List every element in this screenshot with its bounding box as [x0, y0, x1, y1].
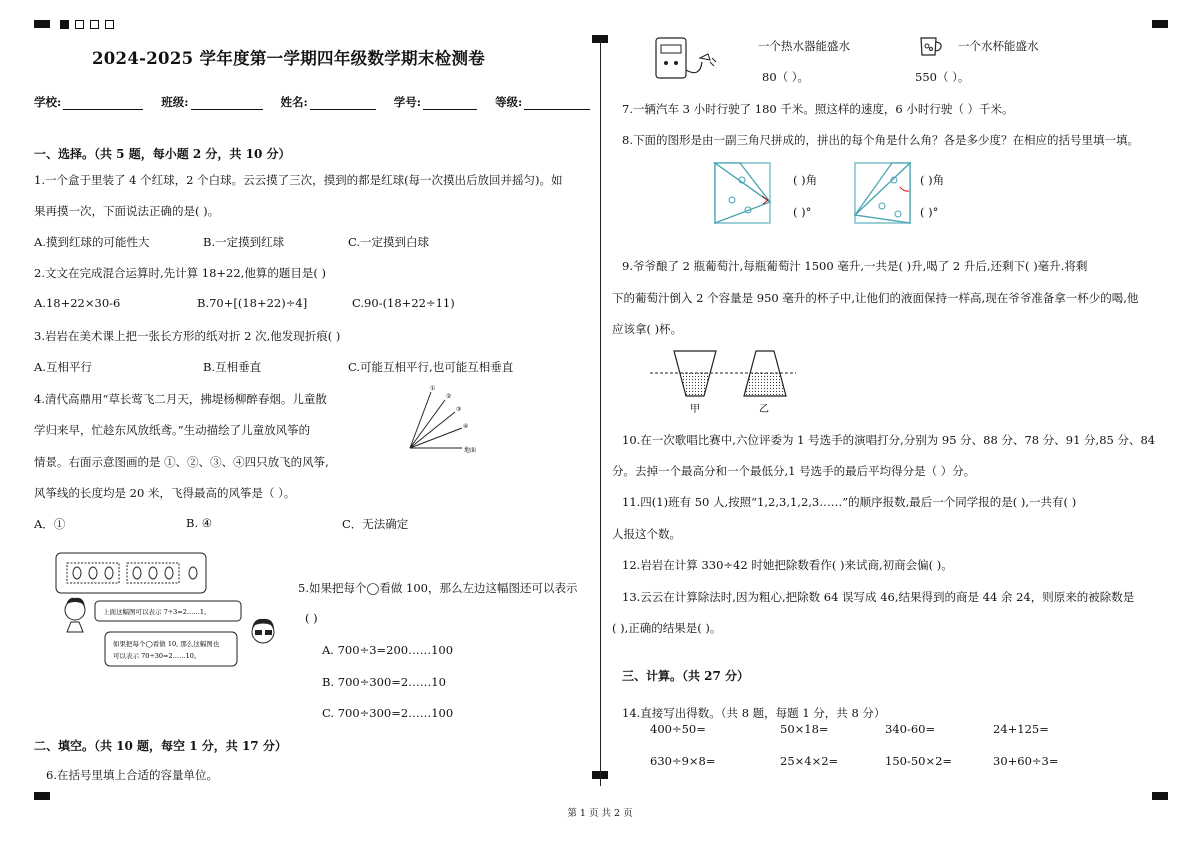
q1-option-b[interactable]: B.一定摸到红球	[203, 235, 285, 249]
q6a-label: 一个热水器能盛水	[758, 39, 850, 53]
cup-b-liquid	[744, 373, 786, 396]
cup-icon	[918, 34, 944, 58]
q1-option-c[interactable]: C.一定摸到白球	[348, 235, 430, 249]
kite-label-4: ④	[463, 423, 469, 430]
q5-line2: ( )	[305, 611, 318, 625]
calc-item[interactable]: 630÷9×8=	[650, 754, 716, 768]
calc-item[interactable]: 30+60÷3=	[993, 754, 1059, 768]
q11-line2: 人报这个数。	[612, 527, 681, 541]
q12-text: 12.岩岩在计算 330÷42 时她把除数看作( )来试商,初商会偏( )。	[622, 558, 953, 572]
q13-line2: ( ),正确的结果是( )。	[612, 621, 722, 635]
header-square-empty	[75, 20, 84, 29]
corner-mark-top-left	[34, 20, 50, 28]
info-label-id: 学号:	[393, 95, 422, 109]
q2-option-a[interactable]: A.18+22×30-6	[34, 296, 121, 310]
boy-glasses-icon	[265, 630, 272, 635]
circle-group-2	[127, 563, 179, 583]
q4-line2: 学归来早，忙趁东风放纸鸢。”生动描绘了儿童放风筝的	[34, 423, 311, 437]
ground-label: 地面	[464, 447, 477, 454]
q6b-label: 一个水杯能盛水	[958, 39, 1039, 53]
q1-line1: 1.一个盒于里装了 4 个红球，2 个白球。云云摸了三次，摸到的都是红球(每一次摸出后放回并摇匀)。如	[34, 173, 563, 187]
circle-mark	[133, 567, 141, 579]
girl-body-icon	[67, 622, 83, 632]
q8-blank-angle-degree-2[interactable]: ( )°	[920, 205, 939, 219]
q3-option-b[interactable]: B.互相垂直	[203, 360, 262, 374]
cup-a-label: 甲	[690, 404, 700, 415]
section-2-heading: 二、填空。（共 10 题，每空 1 分，共 17 分）	[34, 739, 287, 753]
triangle-ruler-figure-1	[712, 160, 774, 226]
circle-group-1	[67, 563, 119, 583]
q4-option-a[interactable]: A．①	[34, 517, 66, 531]
q11-line1: 11.四(1)班有 50 人,按照“1,2,3,1,2,3……”的顺序报数,最后一个同学报的是( ),一共有( )	[622, 495, 1077, 509]
cups-diagram	[646, 348, 796, 418]
circle-mark	[149, 567, 157, 579]
calc-item[interactable]: 150-50×2=	[885, 754, 953, 768]
triangle-ruler-figure-2	[852, 160, 914, 226]
q4-line1: 4.清代高鼎用“草长莺飞二月天，拂堤杨柳醉春烟。儿童散	[34, 392, 327, 406]
kite-label-3: ③	[456, 406, 462, 413]
q8-blank-angle-degree-1[interactable]: ( )°	[793, 205, 812, 219]
q6b-answer[interactable]: 550（ ）。	[915, 70, 970, 84]
q8-text: 8.下面的图形是由一副三角尺拼成的，拼出的每个角是什么角？各是多少度？在相应的括号里填一填。	[622, 133, 1139, 147]
q5-option-b[interactable]: B. 700÷300=2……10	[322, 675, 446, 689]
header-square-empty	[105, 20, 114, 29]
corner-mark-top-right	[1152, 20, 1168, 28]
q4-line4: 风筝线的长度均是 20 米，飞得最高的风筝是（ ）。	[34, 486, 296, 500]
q14-text: 14.直接写出得数。（共 8 题，每题 1 分，共 8 分）	[622, 706, 886, 720]
q2-option-b[interactable]: B.70+[(18+22)÷4]	[197, 296, 308, 310]
q5-option-c[interactable]: C. 700÷300=2……100	[322, 706, 454, 720]
q1-option-a[interactable]: A.摸到红球的可能性大	[34, 235, 150, 249]
q9-line2: 下的葡萄汁倒入 2 个容量是 950 毫升的杯子中,让他们的液面保持一样高,现在爷爷准备拿一杯少的喝,他	[612, 291, 1139, 305]
q5-line1: 5.如果把每个◯看做 100，那么左边这幅图还可以表示	[298, 581, 578, 595]
q7-text: 7.一辆汽车 3 小时行驶了 180 千米。照这样的速度，6 小时行驶（ ）千米。	[622, 102, 1014, 116]
q4-option-b[interactable]: B. ④	[186, 516, 213, 530]
calc-item[interactable]: 24+125=	[993, 722, 1049, 736]
speech-bubble-2-text-line1: 如果把每个◯看做 10, 那么这幅图也	[113, 640, 220, 648]
q3-option-a[interactable]: A.互相平行	[34, 360, 92, 374]
section-1-heading: 一、选择。（共 5 题，每小题 2 分，共 10 分）	[34, 147, 291, 161]
q1-line2: 果再摸一次，下面说法正确的是( )。	[34, 204, 220, 218]
header-square-filled	[60, 20, 69, 29]
info-label-class: 班级:	[161, 95, 189, 109]
q8-blank-angle-type-1[interactable]: ( )角	[793, 173, 818, 187]
name-field[interactable]	[310, 97, 376, 110]
q2-option-c[interactable]: C.90-(18+22÷11)	[352, 296, 455, 310]
corner-mark-bottom-left	[34, 792, 50, 800]
q5-option-a[interactable]: A. 700÷3=200……100	[322, 643, 454, 657]
calc-item[interactable]: 340-60=	[885, 722, 936, 736]
kite-label-2: ②	[446, 393, 452, 400]
circle-mark	[165, 567, 173, 579]
q5-illustration	[55, 552, 290, 682]
circle-mark	[105, 567, 113, 579]
corner-mark-bottom-right	[1152, 792, 1168, 800]
boy-glasses-icon	[255, 630, 262, 635]
cup-b-label: 乙	[759, 404, 769, 415]
q9-line1: 9.爷爷酿了 2 瓶葡萄汁,每瓶葡萄汁 1500 毫升,一共是( )升,喝了 2 升后,还剩下( )毫升.将剩	[622, 259, 1088, 273]
circle-mark	[89, 567, 97, 579]
page-title: 2024-2025 学年度第一学期四年级数学期末检测卷	[92, 49, 486, 68]
water-heater-icon	[652, 36, 720, 82]
q3-line1: 3.岩岩在美术课上把一张长方形的纸对折 2 次,他发现折痕( )	[34, 329, 341, 343]
q13-line1: 13.云云在计算除法时,因为粗心,把除数 64 误写成 46,结果得到的商是 44 余 24，则原来的被除数是	[622, 590, 1135, 604]
q10-line1: 10.在一次歌唱比赛中,六位评委为 1 号选手的演唱打分,分别为 95 分、88 分、78 分、91 分,85 分、84	[622, 433, 1156, 447]
q10-line2: 分。去掉一个最高分和一个最低分,1 号选手的最后平均得分是（ ）分。	[612, 464, 976, 478]
kite-label-1: ①	[430, 385, 436, 392]
page-divider	[600, 40, 601, 786]
circle-mark	[73, 567, 81, 579]
info-label-name: 姓名:	[280, 95, 308, 109]
info-label-grade: 等级:	[495, 95, 523, 109]
kite-diagram	[400, 380, 500, 460]
speech-bubble-1-text: 上面这幅图可以表示 7÷3=2……1。	[103, 608, 211, 616]
q2-line1: 2.文文在完成混合运算时,先计算 18+22,他算的题目是( )	[34, 266, 326, 280]
page-footer: 第 1 页 共 2 页	[567, 808, 633, 819]
q9-line3: 应该拿( )杯。	[612, 322, 683, 336]
circles-frame	[56, 553, 206, 593]
id-field[interactable]	[423, 97, 477, 110]
info-label-school: 学校:	[34, 95, 62, 109]
calc-item[interactable]: 50×18=	[780, 722, 829, 736]
q4-option-c[interactable]: C．无法确定	[342, 517, 409, 531]
class-field[interactable]	[191, 97, 263, 110]
header-square-empty	[90, 20, 99, 29]
speech-bubble-2-text-line2: 可以表示 70÷30=2……10。	[113, 652, 201, 660]
q4-line3: 情景。右面示意图画的是 ①、②、③、④四只放飞的风筝,	[34, 455, 329, 469]
q3-option-c[interactable]: C.可能互相平行,也可能互相垂直	[348, 360, 514, 374]
school-field[interactable]	[63, 97, 143, 110]
q8-blank-angle-type-2[interactable]: ( )角	[920, 173, 945, 187]
circle-mark	[189, 567, 197, 579]
section-3-heading: 三、计算。（共 27 分）	[622, 669, 750, 683]
q6-text: 6.在括号里填上合适的容量单位。	[46, 768, 218, 782]
q6a-answer[interactable]: 80（ ）。	[762, 70, 810, 84]
speech-bubble-2	[105, 632, 237, 666]
calc-item[interactable]: 25×4×2=	[780, 754, 839, 768]
student-info-row	[34, 94, 590, 110]
calc-item[interactable]: 400÷50=	[650, 722, 706, 736]
grade-field[interactable]	[524, 97, 590, 110]
